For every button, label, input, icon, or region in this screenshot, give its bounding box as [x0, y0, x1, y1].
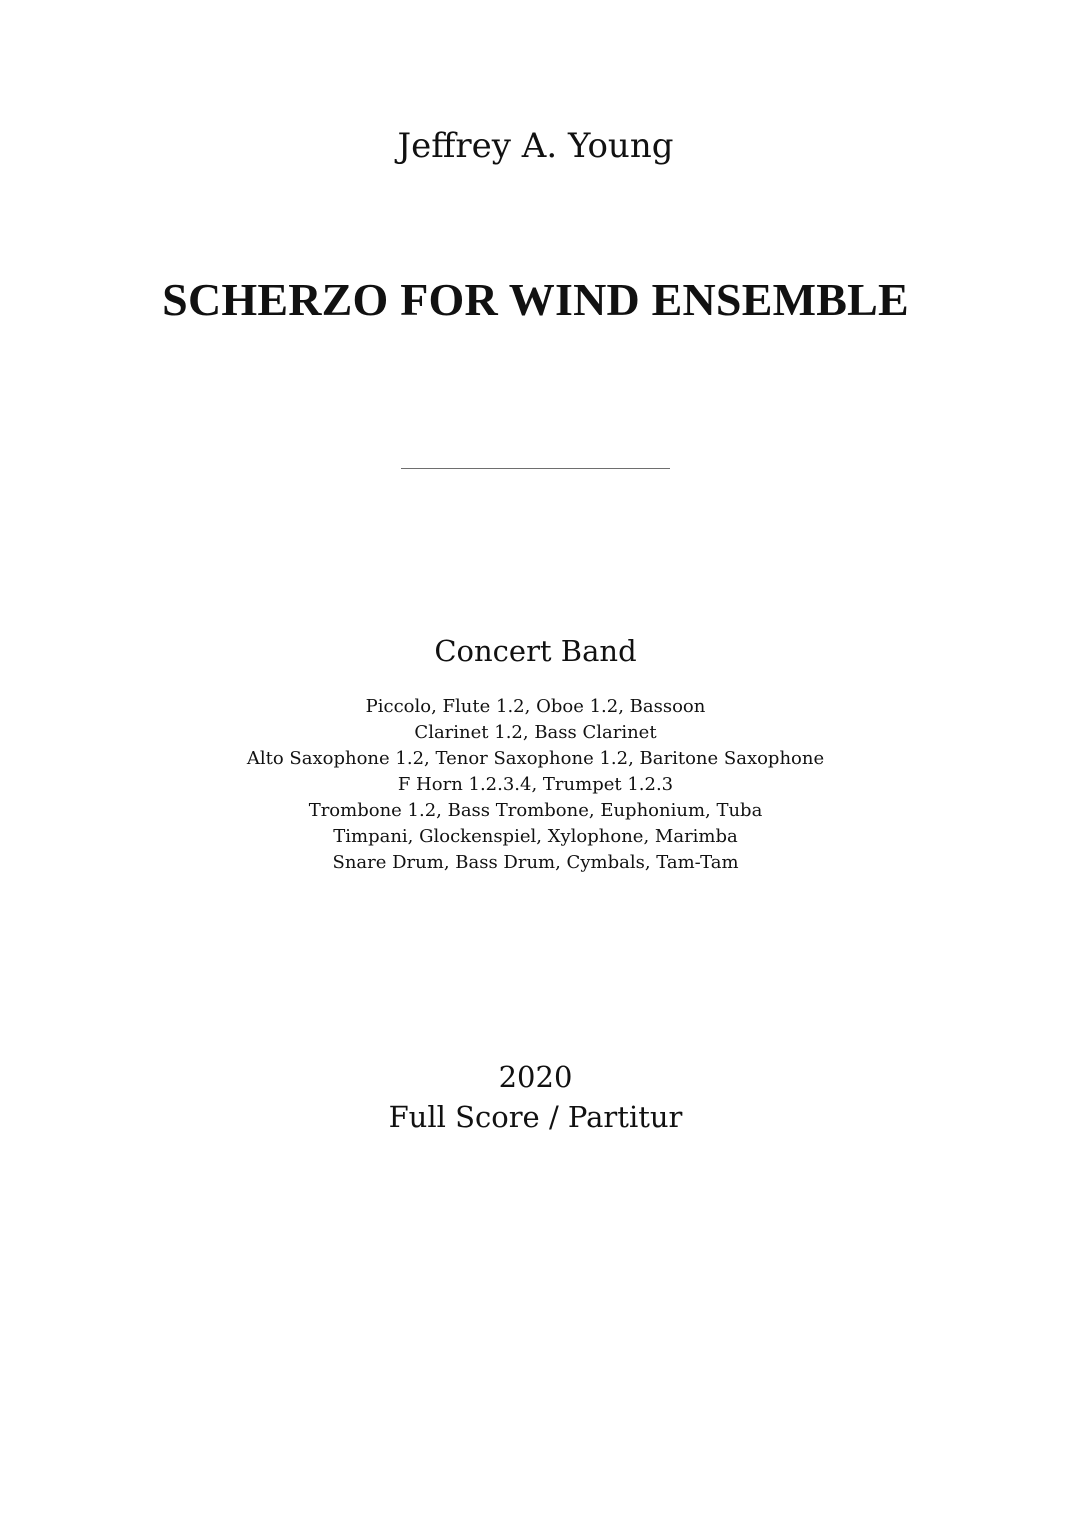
- ensemble-type: Concert Band: [434, 634, 637, 668]
- instrumentation-line: Timpani, Glockenspiel, Xylophone, Marimba: [333, 826, 738, 847]
- instrumentation-line: F Horn 1.2.3.4, Trumpet 1.2.3: [397, 774, 674, 795]
- instrumentation-line: Piccolo, Flute 1.2, Oboe 1.2, Bassoon: [365, 696, 706, 717]
- instrumentation-line: Alto Saxophone 1.2, Tenor Saxophone 1.2, Baritone Saxophone: [246, 748, 825, 769]
- instrumentation-line: Trombone 1.2, Bass Trombone, Euphonium, Tuba: [308, 800, 763, 821]
- composer-name: Jeffrey A. Young: [397, 126, 674, 166]
- publication-year: 2020: [498, 1060, 573, 1094]
- instrumentation-list: [0, 694, 1071, 876]
- work-title: SCHERZO FOR WIND ENSEMBLE: [162, 274, 909, 325]
- title-divider: [401, 468, 670, 469]
- instrumentation-line: Snare Drum, Bass Drum, Cymbals, Tam-Tam: [332, 852, 739, 873]
- instrumentation-line: Clarinet 1.2, Bass Clarinet: [414, 722, 657, 743]
- score-edition: Full Score / Partitur: [388, 1100, 683, 1134]
